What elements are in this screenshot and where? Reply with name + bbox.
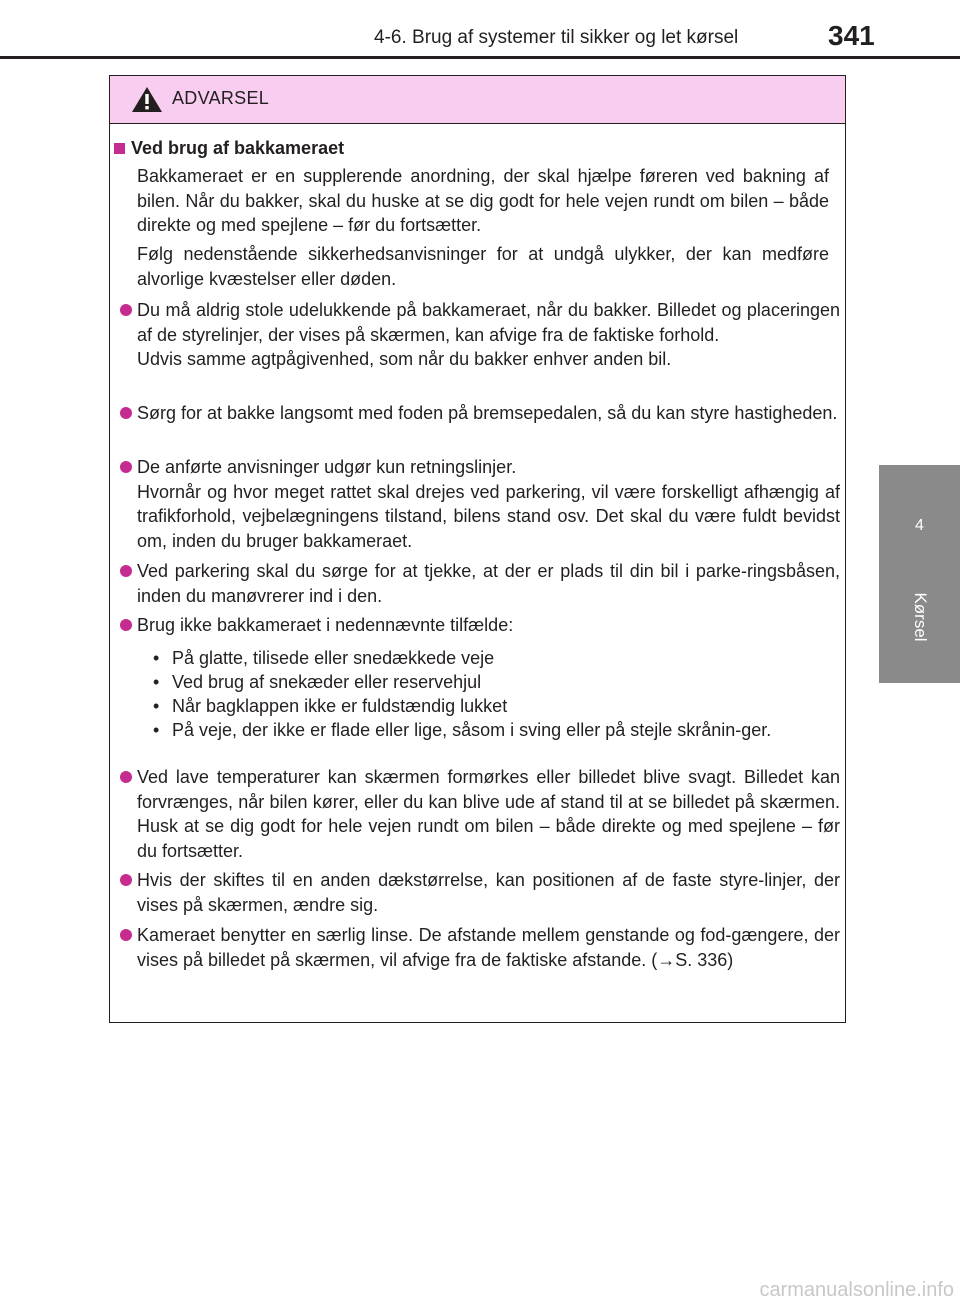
- bullet-text: Hvis der skiftes til en anden dækstørrelse, kan positionen af de faste styre-linjer, der vises på skærmen, ændre sig.: [137, 870, 840, 915]
- warning-triangle-icon: [131, 86, 163, 113]
- bullet-text: Ved parkering skal du sørge for at tjekke, at der er plads til din bil i parke-ringsbåsen, inden du manøvrerer ind i den.: [137, 561, 840, 606]
- list-item: [153, 670, 833, 694]
- bullet-text: Kameraet benytter en særlig linse. De afstande mellem genstande og fod-gængere, der vises på billedet på skærmen, vil afvige fra de faktiske afstande. (→S. 336): [137, 925, 840, 970]
- bullet-text: Du må aldrig stole udelukkende på bakkameraet, når du bakker. Billedet og placeringen af de styrelinjer, der vises på skærmen, kan afvige fra de faktiske forhold. Udvis samme agtpågivenhed, som når du bakker enhver anden bil.: [137, 300, 840, 369]
- warning-header: [110, 76, 845, 124]
- warning-label: ADVARSEL: [172, 88, 270, 108]
- chapter-tab[interactable]: [879, 465, 960, 683]
- list-item-text: Når bagklappen ikke er fuldstændig lukket: [172, 696, 508, 716]
- header-rule: [0, 56, 960, 59]
- section-heading-text: Ved brug af bakkameraet: [131, 138, 345, 158]
- circle-bullet-icon: [120, 771, 132, 783]
- section-heading: [114, 136, 344, 160]
- list-item: [153, 718, 833, 742]
- chapter-label: [910, 577, 930, 657]
- square-bullet-icon: [114, 143, 125, 154]
- circle-bullet-icon: [120, 619, 132, 631]
- circle-bullet-icon: [120, 874, 132, 886]
- watermark: [641, 1277, 955, 1301]
- conditions-list: [153, 646, 833, 742]
- list-item-text: Ved brug af snekæder eller reservehjul: [172, 672, 482, 692]
- list-item-text: På veje, der ikke er flade eller lige, såsom i sving eller på stejle skrånin-ger.: [172, 720, 772, 740]
- bullet-mark: •: [153, 696, 160, 716]
- list-item: [153, 646, 833, 670]
- bullet-text: De anførte anvisninger udgør kun retningslinjer. Hvornår og hvor meget rattet skal drejes ved parkering, vil være forskelligt afhængig af trafikforhold, vejbelægningens tilstand, bilens stand osv. Det skal du være fuldt bevidst om, inden du bruger bakkameraet.: [137, 457, 840, 551]
- bullet-mark: •: [153, 648, 160, 668]
- circle-bullet-icon: [120, 929, 132, 941]
- watermark-text: carmanualsonline.info: [759, 1279, 954, 1301]
- warning-box: [109, 75, 846, 1023]
- list-item: [153, 694, 833, 718]
- bullet-text: Brug ikke bakkameraet i nedennævnte tilfælde:: [137, 615, 514, 635]
- safety-paragraph: Følg nedenstående sikkerhedsanvisninger for at undgå ulykker, der kan medføre alvorlige kvæstelser eller døden.: [137, 244, 829, 289]
- chapter-number: 4: [915, 517, 924, 534]
- list-item-text: På glatte, tilisede eller snedækkede veje: [172, 648, 495, 668]
- chapter-label-text: Kørsel: [911, 592, 930, 642]
- bullet-mark: •: [153, 672, 160, 692]
- bullet-mark: •: [153, 720, 160, 740]
- circle-bullet-icon: [120, 407, 132, 419]
- header-section-title: 4-6. Brug af systemer til sikker og let kørsel: [374, 27, 739, 48]
- intro-paragraph: Bakkameraet er en supplerende anordning, der skal hjælpe føreren ved bakning af bilen. Når du bakker, skal du huske at se dig godt for hele vejen rundt om bilen – både direkte og med spejlene – før du fortsætter.: [137, 166, 829, 235]
- circle-bullet-icon: [120, 461, 132, 473]
- bullet-text: Sørg for at bakke langsomt med foden på bremsepedalen, så du kan styre hastigheden.: [137, 403, 838, 423]
- bullet-text: Ved lave temperaturer kan skærmen formørkes eller billedet blive svagt. Billedet kan forvrænges, når bilen kører, eller du kan blive ude af stand til at se billedet på skærmen. Husk at se dig godt for hele vejen rundt om bilen – både direkte og med spejlene – før du fortsætter.: [137, 767, 840, 861]
- circle-bullet-icon: [120, 304, 132, 316]
- circle-bullet-icon: [120, 565, 132, 577]
- page-number: 341: [828, 20, 875, 51]
